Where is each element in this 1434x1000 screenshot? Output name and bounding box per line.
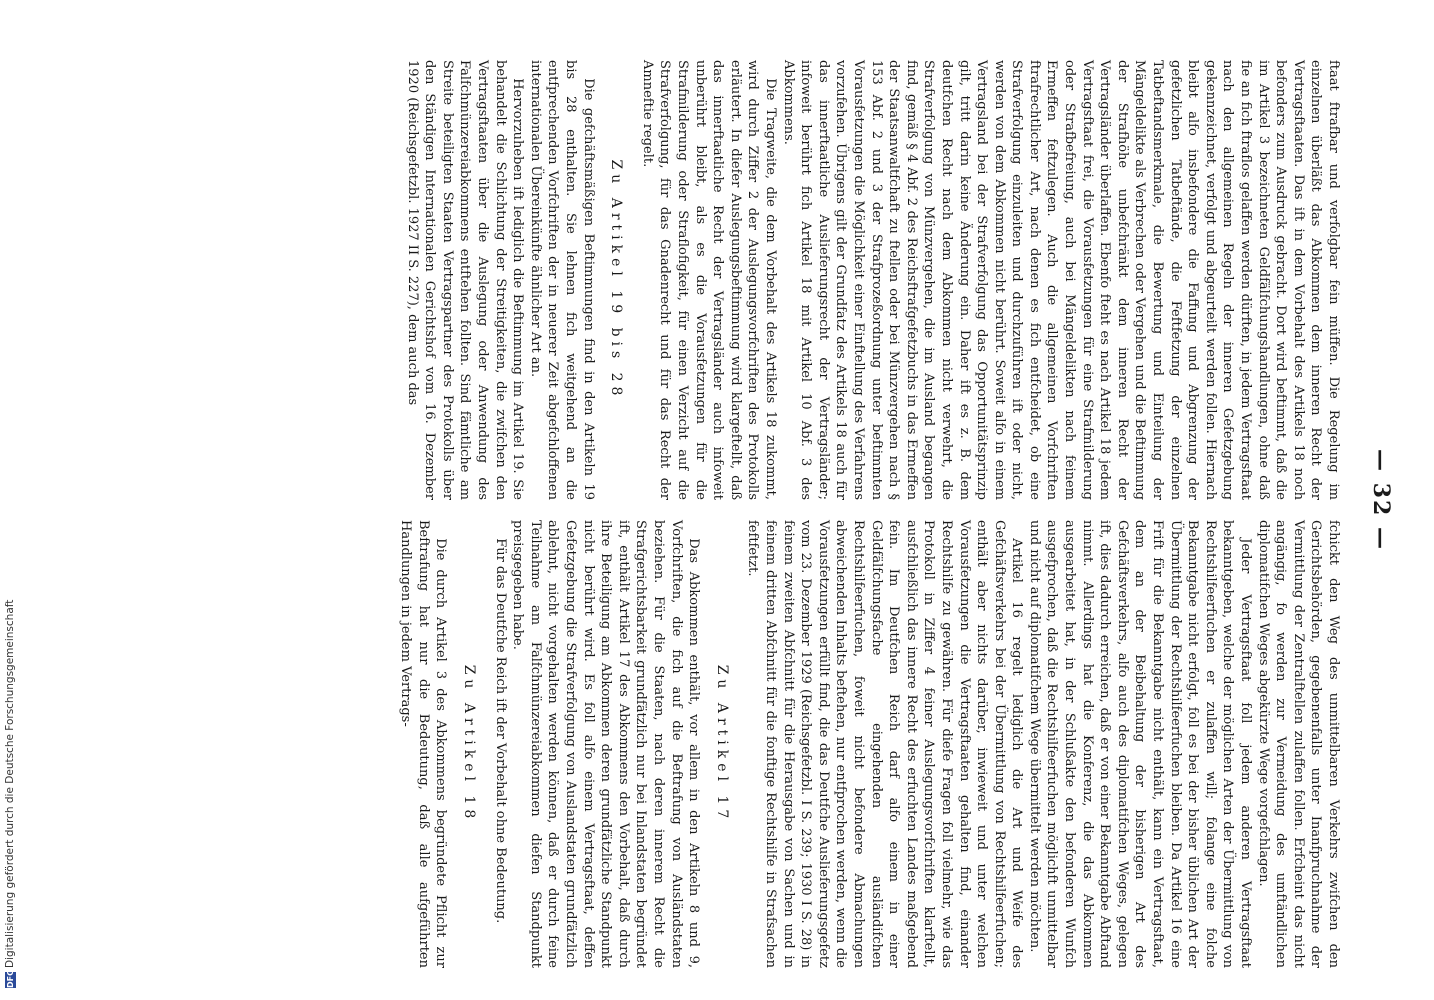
section-heading: Zu Artikel 19 bis 28 bbox=[608, 159, 625, 401]
paragraph: Artikel 16 regelt lediglich die Art und Weife des Gefchäftsverkehrs bei der Übermittlung von Rechtshilfeerfuchen; enthält aber nichts darüber, inwieweit und unter welchen Vorausfetzungen die Vertragsftaaten gehalten find, einander Rechtshilfe zu gewähren. Für diefe Fragen foll vielmehr, wie das Protokoll in Ziffer 4 feiner Auslegungsvorfchriften klarftellt, ausfchließlich das innere Recht des erfuchten Landes maßgebend fein. Im Deutfchen Reich darf alfo einem in einer Geldfälfchungsfache eingehenden ausländifchen Rechtshilfeerfuchen, foweit nicht befondere Abmachungen abweichenden Inhalts beftehen, nur entfprochen werden, wenn die Vorausfetzungen erfüllt find, die das Deutfche Auslieferungsgefetz vom 23. Dezember 1929 (Reichsgefetzbl. I S. 239; 1930 I S. 28) in feinem zweiten Abfchnitt für die Herausgabe von Sachen und in feinem dritten Abfchnitt für die fonftige Rechtshilfe in Strafsachen feftfetzt. bbox=[745, 520, 1025, 968]
section-heading: Zu Artikel 17 bbox=[713, 664, 730, 824]
digitization-credit bbox=[4, 588, 20, 988]
paragraph: Die durch Artikel 3 des Abkommens begründete Pflicht zur Beftrafung hat nur die Bedeutung, daß alle aufgeführten Handlungen in jedem Vertrags- bbox=[398, 520, 449, 968]
section-heading: Zu Artikel 18 bbox=[461, 664, 478, 824]
dfg-logo-icon: DFG bbox=[5, 969, 15, 988]
paragraph: fchickt den Weg des unmittelbaren Verkehrs zwifchen den Gerichtsbehörden, gegebenenfalls unter Inanfpruchnahme der Vermittlung der Zentralftellen zulaffen follen. Erfcheint das nicht angängig, fo werden zur Vermeidung des umftändlichen diplomatifchen Weges abgekürzte Wege vorgefchlagen. bbox=[1255, 520, 1341, 968]
page-number: — 32 — bbox=[1368, 449, 1394, 551]
paragraph: Das Abkommen enthält, vor allem in den Artikeln 8 und 9, Vorfchriften, die fich auf die Beftrafung von Ausländstaten beziehen. Für die Staaten, nach deren innerem Recht die Strafgerichtsbarkeit grundfätzlich nur bei Inlandstaten begründet ift, enthält Artikel 17 des Abkommens den Vorbehalt, daß durch ihre Beteiligung am Abkommen deren grundfätzliche Standpunkt nicht berührt wird. Es foll alfo einem Vertragsftaat, deffen Gefetzgebung die Strafverfolgung von Auslandstaten grundfätzlich ablehnt, nicht vorgehalten werden können, daß er durch feine Teilnahme am Falfchmünzereiabkommen diefen Standpunkt preisgegeben habe. bbox=[510, 520, 702, 968]
left-column bbox=[403, 60, 1342, 500]
paragraph: Hervorzuheben ift lediglich die Beftimmung im Artikel 19. Sie behandelt die Schlichtung der Streitigkeiten, die zwifchen den Vertragsftaaten über die Auslegung oder Anwendung des Falfchmünzereiabkommens entftehen follten. Sind fämtliche am Streite beteiligten Staaten Vertragspartner des Protokolls über den Ständigen Internationalen Gerichtshof vom 16. Dezember 1920 (Reichsgefetzbl. 1927 II S. 227), dem auch das bbox=[404, 60, 526, 500]
paragraph: Jeder Vertragsftaat foll jedem anderen Vertragsftaat bekanntgeben, welche der möglichen Arten der Übermittlung von Rechtshilfeerfuchen er zulaffen will; folange eine folche Bekanntgabe nicht erfolgt, foll es bei der bisher üblichen Art der Übermittlung der Rechtshilfeerfuchen bleiben. Da Artikel 16 eine Frift für die Bekanntgabe nicht enthält, kann ein Vertragsftaat, dem an der Beibehaltung der bisherigen Art des Gefchäftsverkehrs, alfo auch des diplomatifchen Weges, gelegen ift, dies dadurch erreichen, daß er von einer Bekanntgabe Abftand nimmt. Allerdings hat die Konferenz, die das Abkommen ausgearbeitet hat, in der Schlußakte den befonderen Wunfch ausgefprochen, daß die Rechtshilfeerfuchen möglichft unmittelbar und nicht auf diplomatifchem Wege übermittelt werden möchten. bbox=[1026, 520, 1254, 968]
paragraph: ftaat ftrafbar und verfolgbar fein müffen. Die Regelung im einzelnen überläßt das Abkommen dem inneren Recht der Vertragsftaaten. Das ift in dem Vorbehalt des Artikels 18 noch befonders zum Ausdruck gebracht. Dort wird beftimmt, daß die im Artikel 3 bezeichneten Geldfälfchungshandlungen, ohne daß fie an fich ftraflos gelaffen werden dürften, in jedem Vertragsftaat nach den allgemeinen Regeln der inneren Gefetzgebung gekennzeichnet, verfolgt und abgeurteilt werden follen. Hiernach bleibt alfo insbefondere die Faffung und Abgrenzung der gefetzlichen Tatbeftände, die Feftfetzung der einzelnen Tatbeftandsmerkmale, die Bewertung und Einteilung der Mängeldelikte als Verbrechen oder Vergehen und die Beftimmung der Strafhöhe unbefchränkt dem inneren Recht der Vertragsländer überlaffen. Ebenfo fteht es nach Artikel 18 jedem Vertragsftaat frei, die Vorausfetzungen für eine Strafmilderung oder Strafbefreiung, auch bei Mängeldelikten nach feinem Ermeffen feftzulegen. Auch die allgemeinen Vorfchriften ftrafrechtlicher Art, nach denen es fich entfcheidet, ob eine Strafverfolgung einzuleiten und durchzuführen ift oder nicht, werden von dem Abkommen nicht berührt. Soweit alfo in einem Vertragsland bei der Strafverfolgung das Opportunitätsprinzip gilt, tritt darin keine Änderung ein. Daher ift es z. B. dem deutfchen Recht nach dem Abkommen nicht verwehrt, die Strafverfolgung von Münzvergehen, die im Ausland begangen find, gemäß § 4 Abf. 2 des Reichsftrafgefetzbuchs in das Ermeffen der Staatsanwaltfchaft zu ftellen oder bei Münzvergehen nach § 153 Abf. 2 und 3 der Strafprozeßordnung unter beftimmten Vorausfetzungen die Möglichkeit einer Einftellung des Verfahrens vorzufehen. Übrigens gilt der Grundfatz des Artikels 18 auch für das innerftaatliche Auslieferungsrecht der Vertragsländer; infoweit berührt fich Artikel 18 mit Artikel 10 Abf. 3 des Abkommens. bbox=[780, 60, 1341, 500]
paragraph: Die Tragweite, die dem Vorbehalt des Artikels 18 zukommt, wird durch Ziffer 2 der Auslegungsvorfchriften des Protokolls erläutert. In diefer Auslegungsbeftimmung wird klargeftellt, daß das innerftaatliche Recht der Vertragsländer auch infoweit unberührt bleibt, als es die Vorausfetzungen für die Strafmilderung oder Straflofigkeit, für einen Verzicht auf die Strafverfolgung, für das Gnadenrecht und für das Recht der Amneftie regelt. bbox=[639, 60, 778, 500]
paragraph: Die gefchäftsmäßigen Beftimmungen find in den Artikeln 19 bis 28 enthalten. Sie lehnen fich weitgehend an die entfprechenden Vorfchriften der in neuerer Zeit abgefchloffenen internationalen Übereinkünfte ähnlicher Art an. bbox=[527, 60, 596, 500]
paragraph: Für das Deutfche Reich ift der Vorbehalt ohne Bedeutung. bbox=[492, 538, 508, 924]
credit-text: Digitalisierung gefördert durch die Deutsche Forschungsgemeinschaft bbox=[4, 599, 16, 968]
right-column bbox=[397, 520, 1342, 968]
